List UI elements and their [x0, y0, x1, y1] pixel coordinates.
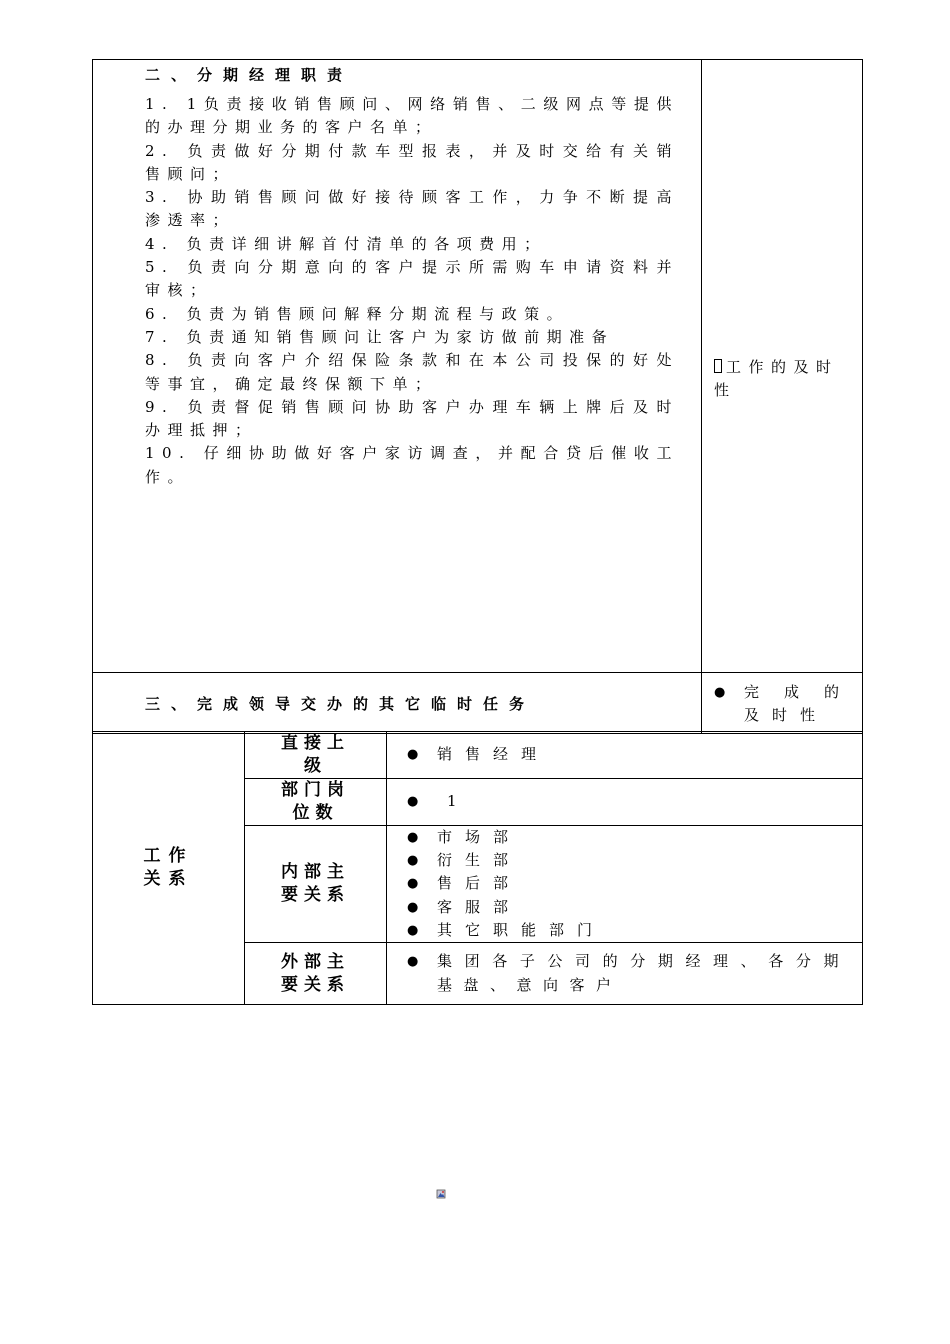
relation-value: 客服部	[437, 897, 522, 916]
bullet-icon: ●	[407, 922, 419, 938]
relation-value: 销售经理	[437, 745, 550, 764]
list-item	[407, 790, 850, 813]
duty-item: 5. 负责向分期意向的客户提示所需购车申请资料并审核；	[145, 258, 679, 300]
bullet-icon: ●	[407, 876, 419, 892]
relation-value: 其它职能部门	[437, 920, 606, 939]
bullet-icon: ●	[407, 794, 419, 810]
relation-value-cell	[387, 826, 863, 943]
relation-row	[93, 732, 863, 779]
duty-item: 1. 1负责接收销售顾问、网络销售、二级网点等提供的办理分期业务的客户名单；	[145, 95, 679, 137]
duty-item: 8. 负责向客户介绍保险条款和在本公司投保的好处等事宜，确定最终保额下单；	[145, 351, 679, 393]
list-item	[407, 743, 850, 766]
list-item	[407, 849, 850, 872]
section3-criteria-cell	[702, 673, 863, 734]
duties-cell	[93, 60, 702, 673]
relations-heading: 工作关系	[143, 846, 194, 889]
list-item	[407, 896, 850, 919]
relation-value-cell	[387, 943, 863, 1005]
duty-item: 2. 负责做好分期付款车型报表，并及时交给有关销售顾问；	[145, 141, 679, 183]
work-relations-table	[92, 731, 863, 1005]
list-item	[407, 826, 850, 849]
relation-label-cell	[245, 943, 387, 1005]
list-item	[407, 919, 850, 942]
bullet-icon: ●	[407, 853, 419, 869]
duty-item: 9. 负责督促销售顾问协助客户办理车辆上牌后及时办理抵押；	[145, 397, 679, 440]
duty-item: 10. 仔细协助做好客户家访调查，并配合贷后催收工作。	[145, 444, 679, 486]
duty-item: 6. 负责为销售顾问解释分期流程与政策。	[145, 304, 570, 323]
bullet-icon: ●	[407, 899, 419, 915]
relation-label: 部门岗位数	[281, 780, 350, 823]
section2-title: 二、分期经理职责	[145, 66, 354, 84]
list-item	[407, 950, 850, 996]
bullet-icon: ●	[407, 954, 419, 970]
relation-label: 内部主要关系	[281, 862, 350, 905]
bullet-icon: ●	[714, 685, 726, 700]
bullet-icon: ●	[407, 747, 419, 763]
relation-value: 衍生部	[437, 851, 522, 870]
section3-row	[93, 673, 863, 734]
missing-glyph-icon	[714, 359, 722, 373]
relation-value-cell	[387, 732, 863, 779]
relation-value: 市场部	[437, 828, 522, 846]
image-placeholder-icon	[436, 1189, 446, 1199]
relation-label: 直接上级	[281, 733, 350, 776]
section3-title-cell	[93, 673, 702, 734]
relation-value: 1	[447, 792, 470, 811]
list-item	[407, 872, 850, 895]
duty-item: 3. 协助销售顾问做好接待顾客工作，力争不断提高渗透率；	[145, 188, 679, 230]
relation-label-cell	[245, 826, 387, 943]
section3-criteria: 完成的及时性	[744, 683, 852, 725]
bullet-icon: ●	[407, 830, 419, 845]
relation-value: 集团各子公司的分期经理、各分期基盘、意向客户	[437, 952, 850, 994]
section2-row	[93, 60, 863, 673]
relation-value: 售后部	[437, 874, 522, 893]
section2-criteria-cell	[702, 60, 863, 673]
relation-label-cell	[245, 732, 387, 779]
relation-value-cell	[387, 779, 863, 826]
relation-label: 外部主要关系	[281, 951, 350, 995]
section2-criteria: 工作的及时性	[714, 358, 839, 400]
duty-item: 4. 负责详细讲解首付清单的各项费用；	[145, 234, 547, 253]
section3-title: 三、完成领导交办的其它临时任务	[145, 694, 536, 713]
relation-label-cell	[245, 779, 387, 826]
duties-table	[92, 59, 863, 734]
relations-heading-cell	[93, 732, 245, 1005]
duty-item: 7. 负责通知销售顾问让客户为家访做前期准备	[145, 327, 615, 346]
